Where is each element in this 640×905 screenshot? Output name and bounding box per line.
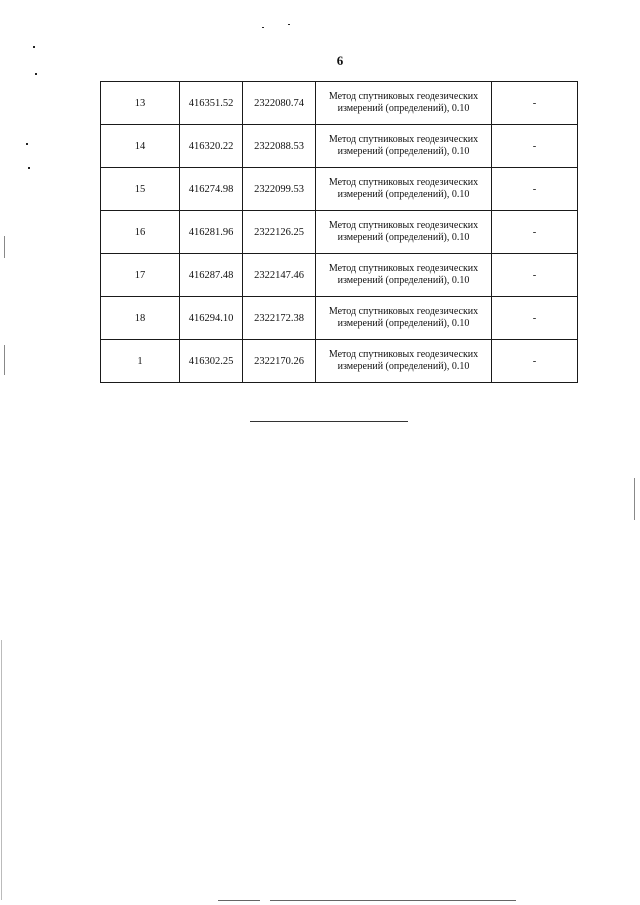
method-cell: Метод спутниковых геодезических измерений (определений), 0.10: [316, 211, 492, 254]
method-cell: Метод спутниковых геодезических измерений (определений), 0.10: [316, 254, 492, 297]
scan-edge-line: [1, 640, 2, 900]
y-coordinate-cell: 2322088.53: [243, 125, 316, 168]
y-coordinate-cell: 2322099.53: [243, 168, 316, 211]
table-row: [101, 340, 578, 383]
description-cell: -: [492, 125, 578, 168]
x-coordinate-cell: 416302.25: [180, 340, 243, 383]
end-separator-line: [250, 421, 408, 422]
scan-speck: [33, 46, 35, 48]
x-coordinate-cell: 416281.96: [180, 211, 243, 254]
x-coordinate-cell: 416320.22: [180, 125, 243, 168]
point-number-cell: 1: [101, 340, 180, 383]
y-coordinate-cell: 2322080.74: [243, 82, 316, 125]
description-cell: -: [492, 254, 578, 297]
scan-speck: [28, 167, 30, 169]
y-coordinate-cell: 2322126.25: [243, 211, 316, 254]
table-row: [101, 211, 578, 254]
scan-speck: [35, 73, 37, 75]
method-cell: Метод спутниковых геодезических измерений (определений), 0.10: [316, 168, 492, 211]
scan-edge-line: [4, 345, 5, 375]
description-cell: -: [492, 297, 578, 340]
description-cell: -: [492, 340, 578, 383]
scan-bottom-line: [218, 900, 260, 901]
description-cell: -: [492, 82, 578, 125]
scan-speck: [262, 27, 264, 28]
x-coordinate-cell: 416274.98: [180, 168, 243, 211]
scan-bottom-line: [270, 900, 516, 901]
table-row: [101, 254, 578, 297]
x-coordinate-cell: 416287.48: [180, 254, 243, 297]
description-cell: -: [492, 211, 578, 254]
table-row: [101, 125, 578, 168]
x-coordinate-cell: 416351.52: [180, 82, 243, 125]
table-row: [101, 297, 578, 340]
page-number: 6: [336, 53, 344, 68]
point-number-cell: 17: [101, 254, 180, 297]
y-coordinate-cell: 2322170.26: [243, 340, 316, 383]
method-cell: Метод спутниковых геодезических измерений (определений), 0.10: [316, 82, 492, 125]
method-cell: Метод спутниковых геодезических измерений (определений), 0.10: [316, 125, 492, 168]
point-number-cell: 16: [101, 211, 180, 254]
method-cell: Метод спутниковых геодезических измерений (определений), 0.10: [316, 297, 492, 340]
point-number-cell: 14: [101, 125, 180, 168]
scan-speck: [26, 143, 28, 145]
method-cell: Метод спутниковых геодезических измерений (определений), 0.10: [316, 340, 492, 383]
table-row: [101, 168, 578, 211]
scan-speck: [288, 24, 290, 25]
point-number-cell: 15: [101, 168, 180, 211]
y-coordinate-cell: 2322147.46: [243, 254, 316, 297]
scan-edge-line: [4, 236, 5, 258]
coordinates-table: [100, 81, 578, 383]
description-cell: -: [492, 168, 578, 211]
point-number-cell: 13: [101, 82, 180, 125]
x-coordinate-cell: 416294.10: [180, 297, 243, 340]
table-row: [101, 82, 578, 125]
scan-edge-line: [634, 478, 635, 520]
y-coordinate-cell: 2322172.38: [243, 297, 316, 340]
point-number-cell: 18: [101, 297, 180, 340]
